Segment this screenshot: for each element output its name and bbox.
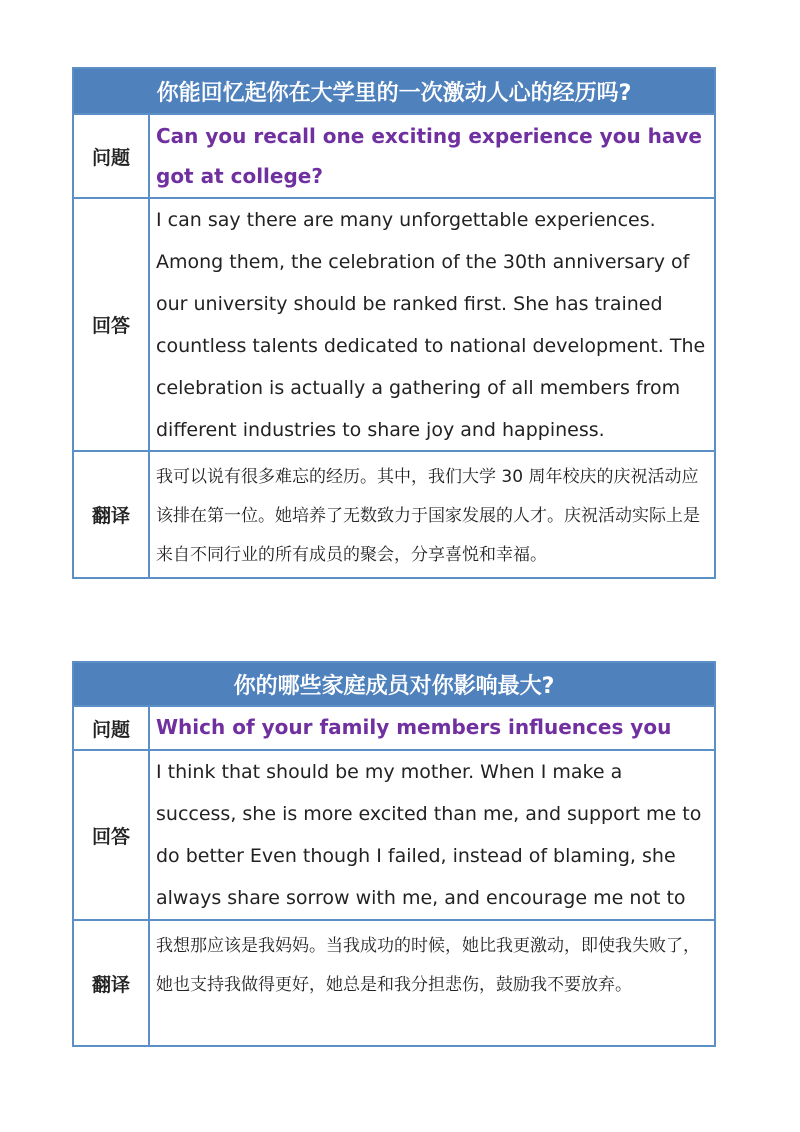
qa-card-2 [72, 661, 716, 1047]
answer-row [74, 751, 714, 921]
question-text: Which of your family members influences you [156, 715, 672, 739]
question-text: Can you recall one exciting experience you have got at college? [156, 124, 702, 188]
card-title: 你能回忆起你在大学里的一次激动人心的经历吗? [74, 69, 714, 115]
answer-text: I can say there are many unforgettable experiences. Among them, the celebration of the 30th anniversary of our university should be ranked first. She has trained countless talents dedicated to national development. The celebration is actually a gathering of all members from different industries to share joy and happiness. [156, 209, 706, 441]
qa-card-1 [72, 67, 716, 579]
answer-label: 回答 [74, 751, 150, 919]
translation-label: 翻译 [74, 452, 150, 577]
question-row [74, 115, 714, 199]
question-label: 问题 [74, 707, 150, 749]
answer-text: I think that should be my mother. When I make a success, she is more excited than me, and support me to do better Even though I failed, instead of blaming, she always share sorrow with me, and encourage me not to [156, 761, 702, 909]
answer-row [74, 199, 714, 452]
translation-row [74, 452, 714, 577]
translation-row [74, 921, 714, 1045]
question-label: 问题 [74, 115, 150, 197]
translation-text: 我可以说有很多难忘的经历。其中，我们大学 30 周年校庆的庆祝活动应该排在第一位。她培养了无数致力于国家发展的人才。庆祝活动实际上是来自不同行业的所有成员的聚会，分享喜悦和幸福。 [156, 467, 700, 565]
translation-label: 翻译 [74, 921, 150, 1045]
answer-label: 回答 [74, 199, 150, 450]
translation-text: 我想那应该是我妈妈。当我成功的时候，她比我更激动，即使我失败了，她也支持我做得更好，她总是和我分担悲伤，鼓励我不要放弃。 [156, 936, 700, 995]
card-title: 你的哪些家庭成员对你影响最大? [74, 663, 714, 707]
question-row [74, 707, 714, 751]
